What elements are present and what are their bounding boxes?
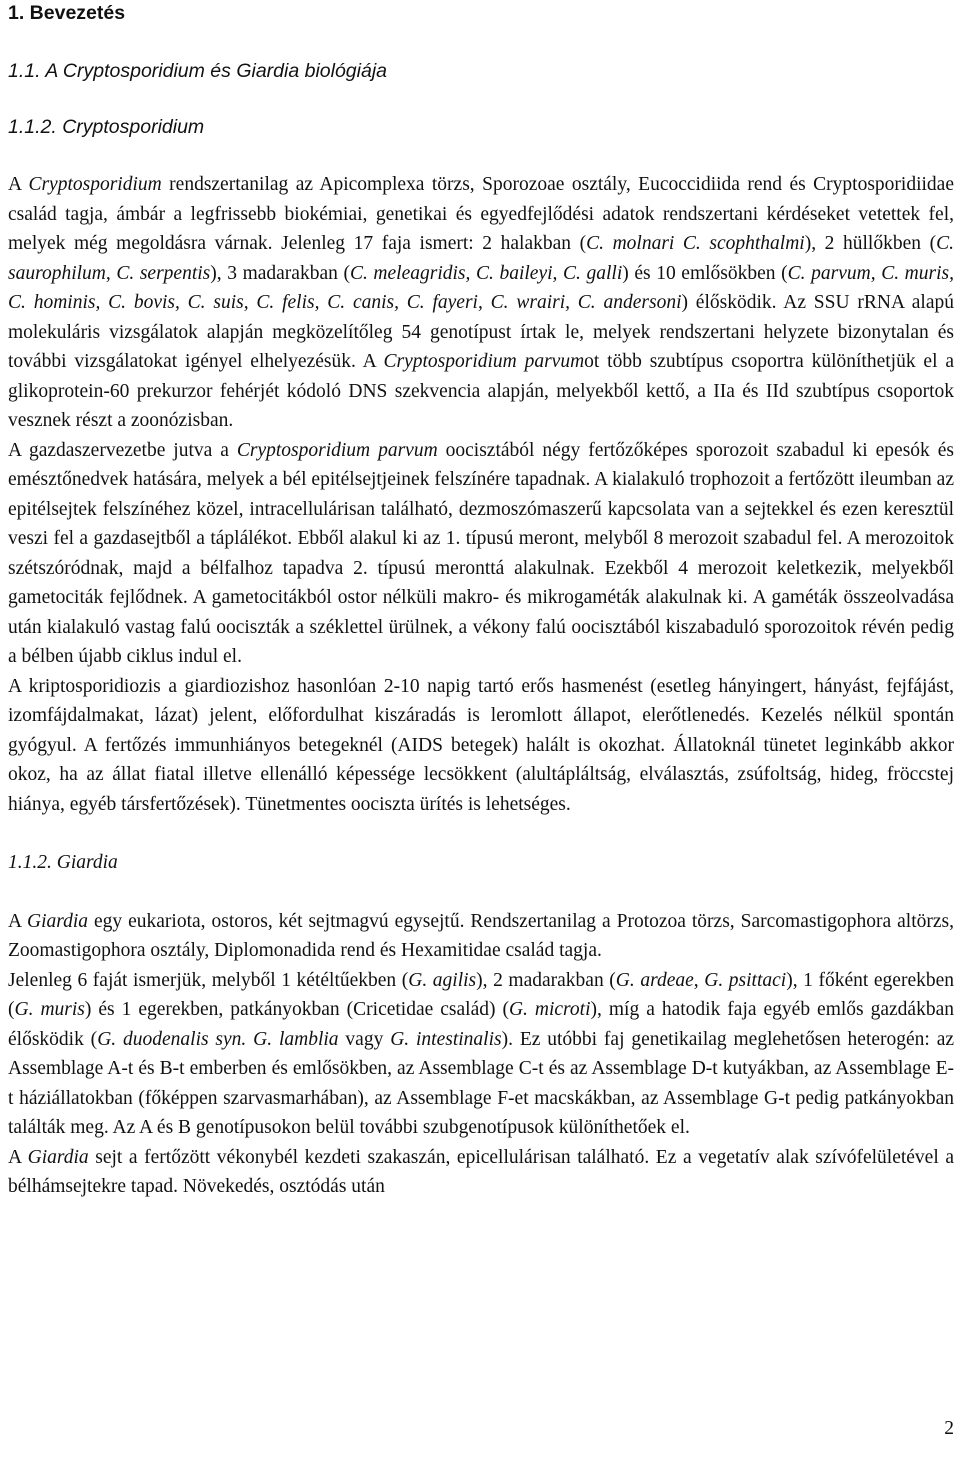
page-number: 2 (944, 1418, 954, 1439)
subsection-heading: 1.1.2. Cryptosporidium (8, 116, 205, 138)
paragraph-taxonomy: A Cryptosporidium rendszertanilag az Apicomplexa törzs, Sporozoae osztály, Eucoccidiida rend és Cryptosporidiidae család tagja, ámbár a legfrissebb biokémiai, genetikai és egyedfejlődési adatok rendszertani kérdéseket vetettek fel, melyek még megoldásra várnak. Jelenleg 17 faja ismert: 2 halakban (C. molnari C. scophthalmi), 2 hüllőkben (C. saurophilum, C. serpentis), 3 madarakban (C. meleagridis, C. baileyi, C. galli) és 10 emlősökben (C. parvum, C. muris, C. hominis, C. bovis, C. suis, C. felis, C. canis, C. fayeri, C. wrairi, C. andersoni) élősködik. Az SSU rRNA alapú molekuláris vizsgálatok alapján megközelítőleg 54 genotípust írtak le, melyek rendszertani helyzete bizonytalan és további vizsgálatokat igényel elhelyezésük. A Cryptosporidium parvumot több szubtípus csoportra különíthetjük el a glikoprotein-60 prekurzor fehérjét kódoló DNS szekvencia alapján, melyekből kettő, a IIa és IId szubtípus csoportok vesznek részt a zoonózisban. (8, 174, 954, 431)
chapter-heading: 1. Bevezetés (8, 2, 126, 24)
paragraph-giardia-cell: A Giardia sejt a fertőzött vékonybél kezdeti szakaszán, epicellulárisan található. Ez a vegetatív alak szívófelületével a bélhámsejtekre tapad. Növekedés, osztódás után (8, 1146, 954, 1197)
paragraph-giardia-species: Jelenleg 6 faját ismerjük, melyből 1 kétéltűekben (G. agilis), 2 madarakban (G. ardeae, G. psittaci), 1 főként egerekben (G. muris) és 1 egerekben, patkányokban (Cricetidae család) (G. microti), míg a hatodik faja egyéb emlős gazdákban élősködik (G. duodenalis syn. G. lamblia vagy G. intestinalis). Ez utóbbi faj genetikailag meglehetősen heterogén: az Assemblage A-t és B-t emberben és emlősökben, az Assemblage C-t és az Assemblage D-t kutyákban, az Assemblage E-t háziállatokban (főképpen szarvasmarhában), az Assemblage F-et macskákban, az Assemblage G-t pedig patkányokban találták meg. Az A és B genotípusokon belül további szubgenotípusok különíthetőek el. (8, 969, 955, 1138)
section-heading: 1.1. A Cryptosporidium és Giardia biológiája (8, 60, 387, 82)
paragraph-symptoms: A kriptosporidiozis a giardiozishoz hasonlóan 2-10 napig tartó erős hasmenést (esetleg hányingert, hányást, fejfájást, izomfájdalmakat, lázat) jelent, előfordulhat kiszáradás is leromlott állapot, elerőtlenedés. Kezelés nélkül spontán gyógyul. A fertőzés immunhiányos betegeknél (AIDS betegek) halált is okozhat. Állatoknál tünetet leginkább akkor okoz, ha az állat fiatal illetve ellenálló képessége lecsökkent (alultápláltság, elválasztás, zsúfoltság, hideg, fröccstej hiánya, egyéb társfertőzések). Tünetmentes oociszta ürítés is lehetséges. (8, 675, 954, 815)
paragraph-lifecycle: A gazdaszervezetbe jutva a Cryptosporidium parvum oocisztából négy fertőzőképes sporozoit szabadul ki epesók és emésztőnedvek hatására, melyek a bél epitélsejtjeinek felszínére tapadnak. A kialakuló trophozoit a fertőzött ileumban az epitélsejtek felszínéhez közel, intracellulárisan található, dezmoszómaszerű kapcsolata van a sejtekkel és ezen keresztül veszi fel a gazdasejtből a táplálékot. Ebből alakul ki az 1. típusú meront, melyből 8 merozoit szabadul fel. A merozoitok szétszóródnak, majd a bélfalhoz tapadva 2. típusú meronttá alakulnak. Ezekből 4 merozoit keletkezik, melyekből gametociták fejlődnek. A gametocitákból ostor nélküli makro- és mikrogaméták alakulnak ki. A gaméták összeolvadása után kialakuló vastag falú oociszták a széklettel ürülnek, a vékony falú oocisztából kiszabaduló sporozoitok révén pedig a bélben újabb ciklus indul el. (8, 439, 954, 667)
paragraph-giardia-taxonomy: A Giardia egy eukariota, ostoros, két sejtmagvú egysejtű. Rendszertanilag a Protozoa törzs, Sarcomastigophora altörzs, Zoomastigophora osztály, Diplomonadida rend és Hexamitidae család tagja. (8, 910, 954, 961)
subsection-heading-giardia: 1.1.2. Giardia (8, 852, 118, 873)
body-text (8, 170, 954, 1202)
